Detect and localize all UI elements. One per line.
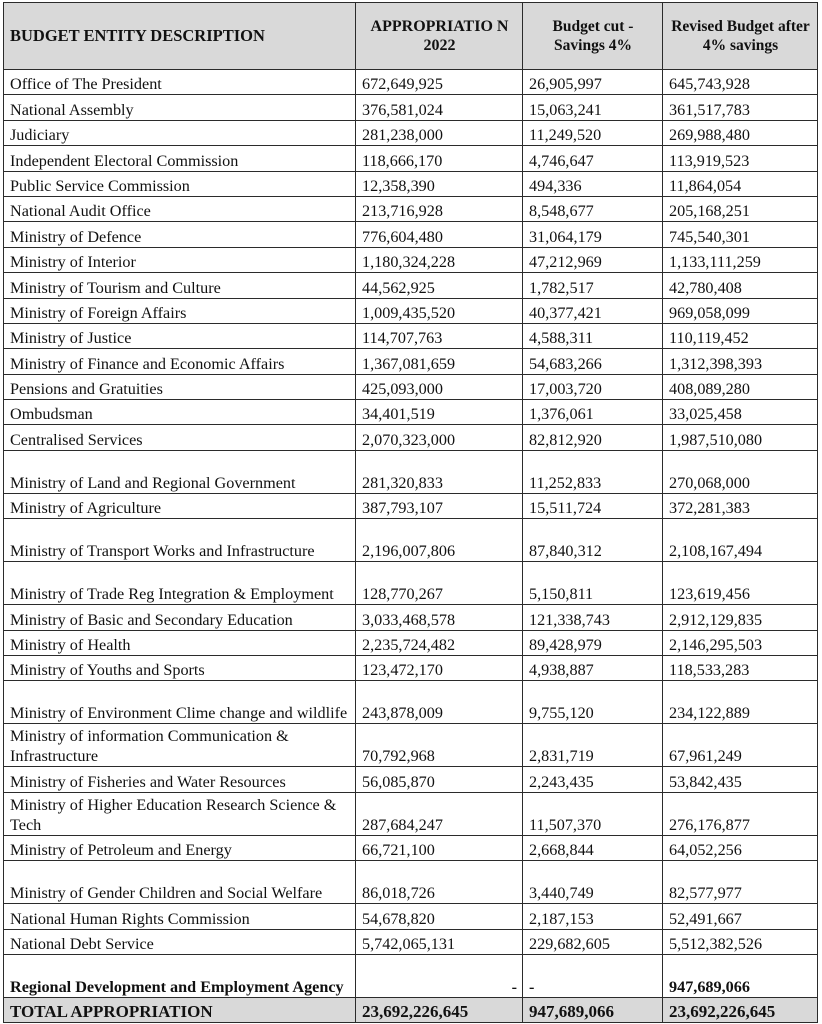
row-revised-budget: 2,108,167,494	[663, 519, 818, 562]
row-appropriation: 54,678,820	[356, 904, 523, 929]
row-revised-budget: 11,864,054	[663, 171, 818, 196]
table-header	[4, 3, 818, 70]
table-row	[4, 196, 818, 221]
table-footer	[4, 997, 818, 1022]
table-row	[4, 95, 818, 120]
row-description: Ministry of Fisheries and Water Resources	[4, 767, 356, 792]
table-body	[4, 70, 818, 998]
row-appropriation: 56,085,870	[356, 767, 523, 792]
row-revised-budget: 110,119,452	[663, 323, 818, 348]
row-revised-budget: 2,146,295,503	[663, 630, 818, 655]
table-row	[4, 374, 818, 399]
row-appropriation: 281,320,833	[356, 450, 523, 493]
row-description: Ministry of Youths and Sports	[4, 656, 356, 681]
table-row	[4, 349, 818, 374]
row-budget-cut: 11,507,370	[523, 792, 663, 835]
row-appropriation: 44,562,925	[356, 273, 523, 298]
row-appropriation: 12,358,390	[356, 171, 523, 196]
row-budget-cut: 11,249,520	[523, 120, 663, 145]
row-appropriation: 376,581,024	[356, 95, 523, 120]
row-appropriation: 34,401,519	[356, 400, 523, 425]
table-row	[4, 247, 818, 272]
table-row	[4, 323, 818, 348]
row-budget-cut: 494,336	[523, 171, 663, 196]
row-revised-budget: 67,961,249	[663, 724, 818, 767]
row-description: Ministry of Agriculture	[4, 493, 356, 518]
row-budget-cut: 2,187,153	[523, 904, 663, 929]
row-description: Ministry of Tourism and Culture	[4, 273, 356, 298]
row-budget-cut: 9,755,120	[523, 681, 663, 724]
row-revised-budget: 5,512,382,526	[663, 929, 818, 954]
row-description: National Audit Office	[4, 196, 356, 221]
row-appropriation: 213,716,928	[356, 196, 523, 221]
table-row	[4, 656, 818, 681]
row-description: Pensions and Gratuities	[4, 374, 356, 399]
row-budget-cut: 2,831,719	[523, 724, 663, 767]
row-revised-budget: 123,619,456	[663, 562, 818, 605]
row-appropriation: 672,649,925	[356, 70, 523, 95]
row-revised-budget: 408,089,280	[663, 374, 818, 399]
row-revised-budget: 372,281,383	[663, 493, 818, 518]
row-appropriation: 118,666,170	[356, 146, 523, 171]
header-description: BUDGET ENTITY DESCRIPTION	[4, 3, 356, 70]
row-revised-budget: 205,168,251	[663, 196, 818, 221]
row-budget-cut: 1,376,061	[523, 400, 663, 425]
row-budget-cut: -	[523, 954, 663, 997]
row-revised-budget: 118,533,283	[663, 656, 818, 681]
row-appropriation: 70,792,968	[356, 724, 523, 767]
header-row	[4, 3, 818, 70]
row-budget-cut: 4,746,647	[523, 146, 663, 171]
row-budget-cut: 82,812,920	[523, 425, 663, 450]
row-revised-budget: 64,052,256	[663, 835, 818, 860]
row-revised-budget: 1,987,510,080	[663, 425, 818, 450]
row-revised-budget: 82,577,977	[663, 861, 818, 904]
row-budget-cut: 3,440,749	[523, 861, 663, 904]
row-revised-budget: 745,540,301	[663, 222, 818, 247]
total-budget-cut: 947,689,066	[523, 997, 663, 1022]
row-appropriation: 2,196,007,806	[356, 519, 523, 562]
row-revised-budget: 1,312,398,393	[663, 349, 818, 374]
row-appropriation: 2,070,323,000	[356, 425, 523, 450]
row-appropriation: 281,238,000	[356, 120, 523, 145]
total-label: TOTAL APPROPRIATION	[4, 997, 356, 1022]
row-description: Judiciary	[4, 120, 356, 145]
table-row	[4, 222, 818, 247]
table-row	[4, 605, 818, 630]
row-revised-budget: 276,176,877	[663, 792, 818, 835]
row-budget-cut: 8,548,677	[523, 196, 663, 221]
row-appropriation: 2,235,724,482	[356, 630, 523, 655]
row-budget-cut: 15,063,241	[523, 95, 663, 120]
table-row	[4, 904, 818, 929]
row-appropriation: 5,742,065,131	[356, 929, 523, 954]
row-budget-cut: 26,905,997	[523, 70, 663, 95]
row-revised-budget: 33,025,458	[663, 400, 818, 425]
row-description: Office of The President	[4, 70, 356, 95]
row-budget-cut: 2,243,435	[523, 767, 663, 792]
table-row	[4, 954, 818, 997]
row-description: National Human Rights Commission	[4, 904, 356, 929]
row-description: Ministry of Transport Works and Infrastructure	[4, 519, 356, 562]
row-description: Ministry of Gender Children and Social Welfare	[4, 861, 356, 904]
row-revised-budget: 52,491,667	[663, 904, 818, 929]
table-row	[4, 120, 818, 145]
table-row	[4, 298, 818, 323]
table-row	[4, 929, 818, 954]
table-row	[4, 400, 818, 425]
row-appropriation: 243,878,009	[356, 681, 523, 724]
row-appropriation: 3,033,468,578	[356, 605, 523, 630]
row-budget-cut: 121,338,743	[523, 605, 663, 630]
row-description: Ministry of Land and Regional Government	[4, 450, 356, 493]
row-description: Centralised Services	[4, 425, 356, 450]
row-appropriation: 114,707,763	[356, 323, 523, 348]
row-budget-cut: 17,003,720	[523, 374, 663, 399]
table-row	[4, 425, 818, 450]
row-description: Ombudsman	[4, 400, 356, 425]
table-row	[4, 273, 818, 298]
row-description: National Debt Service	[4, 929, 356, 954]
row-description: Ministry of Higher Education Research Science & Tech	[4, 792, 356, 835]
row-description: Ministry of Justice	[4, 323, 356, 348]
header-revised-budget: Revised Budget after 4% savings	[663, 3, 818, 70]
row-description: Regional Development and Employment Agency	[4, 954, 356, 997]
table-row	[4, 450, 818, 493]
row-revised-budget: 113,919,523	[663, 146, 818, 171]
row-budget-cut: 4,938,887	[523, 656, 663, 681]
row-revised-budget: 361,517,783	[663, 95, 818, 120]
table-row	[4, 724, 818, 767]
row-budget-cut: 1,782,517	[523, 273, 663, 298]
row-revised-budget: 269,988,480	[663, 120, 818, 145]
row-budget-cut: 15,511,724	[523, 493, 663, 518]
table-row	[4, 171, 818, 196]
row-budget-cut: 11,252,833	[523, 450, 663, 493]
row-budget-cut: 89,428,979	[523, 630, 663, 655]
row-description: Independent Electoral Commission	[4, 146, 356, 171]
row-revised-budget: 270,068,000	[663, 450, 818, 493]
row-appropriation: 66,721,100	[356, 835, 523, 860]
row-budget-cut: 229,682,605	[523, 929, 663, 954]
total-revised: 23,692,226,645	[663, 997, 818, 1022]
table-row	[4, 493, 818, 518]
table-row	[4, 630, 818, 655]
row-appropriation: -	[356, 954, 523, 997]
row-revised-budget: 947,689,066	[663, 954, 818, 997]
row-revised-budget: 53,842,435	[663, 767, 818, 792]
row-appropriation: 287,684,247	[356, 792, 523, 835]
row-description: Ministry of Trade Reg Integration & Employment	[4, 562, 356, 605]
row-budget-cut: 4,588,311	[523, 323, 663, 348]
row-appropriation: 86,018,726	[356, 861, 523, 904]
row-appropriation: 1,009,435,520	[356, 298, 523, 323]
row-budget-cut: 87,840,312	[523, 519, 663, 562]
row-description: Ministry of information Communication & Infrastructure	[4, 724, 356, 767]
row-budget-cut: 54,683,266	[523, 349, 663, 374]
table-row	[4, 146, 818, 171]
row-description: National Assembly	[4, 95, 356, 120]
row-budget-cut: 5,150,811	[523, 562, 663, 605]
row-description: Public Service Commission	[4, 171, 356, 196]
budget-sheet	[3, 2, 817, 1023]
table-row	[4, 861, 818, 904]
row-budget-cut: 40,377,421	[523, 298, 663, 323]
row-revised-budget: 1,133,111,259	[663, 247, 818, 272]
row-revised-budget: 645,743,928	[663, 70, 818, 95]
row-appropriation: 123,472,170	[356, 656, 523, 681]
row-revised-budget: 2,912,129,835	[663, 605, 818, 630]
row-appropriation: 425,093,000	[356, 374, 523, 399]
row-budget-cut: 31,064,179	[523, 222, 663, 247]
row-budget-cut: 2,668,844	[523, 835, 663, 860]
total-appropriation: 23,692,226,645	[356, 997, 523, 1022]
row-revised-budget: 969,058,099	[663, 298, 818, 323]
row-appropriation: 128,770,267	[356, 562, 523, 605]
row-revised-budget: 42,780,408	[663, 273, 818, 298]
row-description: Ministry of Environment Clime change and wildlife	[4, 681, 356, 724]
row-description: Ministry of Finance and Economic Affairs	[4, 349, 356, 374]
row-revised-budget: 234,122,889	[663, 681, 818, 724]
row-appropriation: 1,367,081,659	[356, 349, 523, 374]
table-row	[4, 562, 818, 605]
header-budget-cut: Budget cut - Savings 4%	[523, 3, 663, 70]
row-description: Ministry of Interior	[4, 247, 356, 272]
header-appropriation: APPROPRIATIO N 2022	[356, 3, 523, 70]
row-description: Ministry of Health	[4, 630, 356, 655]
row-description: Ministry of Defence	[4, 222, 356, 247]
row-appropriation: 1,180,324,228	[356, 247, 523, 272]
table-row	[4, 70, 818, 95]
table-row	[4, 767, 818, 792]
row-description: Ministry of Basic and Secondary Education	[4, 605, 356, 630]
table-row	[4, 835, 818, 860]
budget-table	[3, 2, 818, 1023]
table-row	[4, 519, 818, 562]
table-row	[4, 792, 818, 835]
table-row	[4, 681, 818, 724]
row-description: Ministry of Petroleum and Energy	[4, 835, 356, 860]
row-appropriation: 387,793,107	[356, 493, 523, 518]
row-appropriation: 776,604,480	[356, 222, 523, 247]
total-row	[4, 997, 818, 1022]
row-budget-cut: 47,212,969	[523, 247, 663, 272]
row-description: Ministry of Foreign Affairs	[4, 298, 356, 323]
